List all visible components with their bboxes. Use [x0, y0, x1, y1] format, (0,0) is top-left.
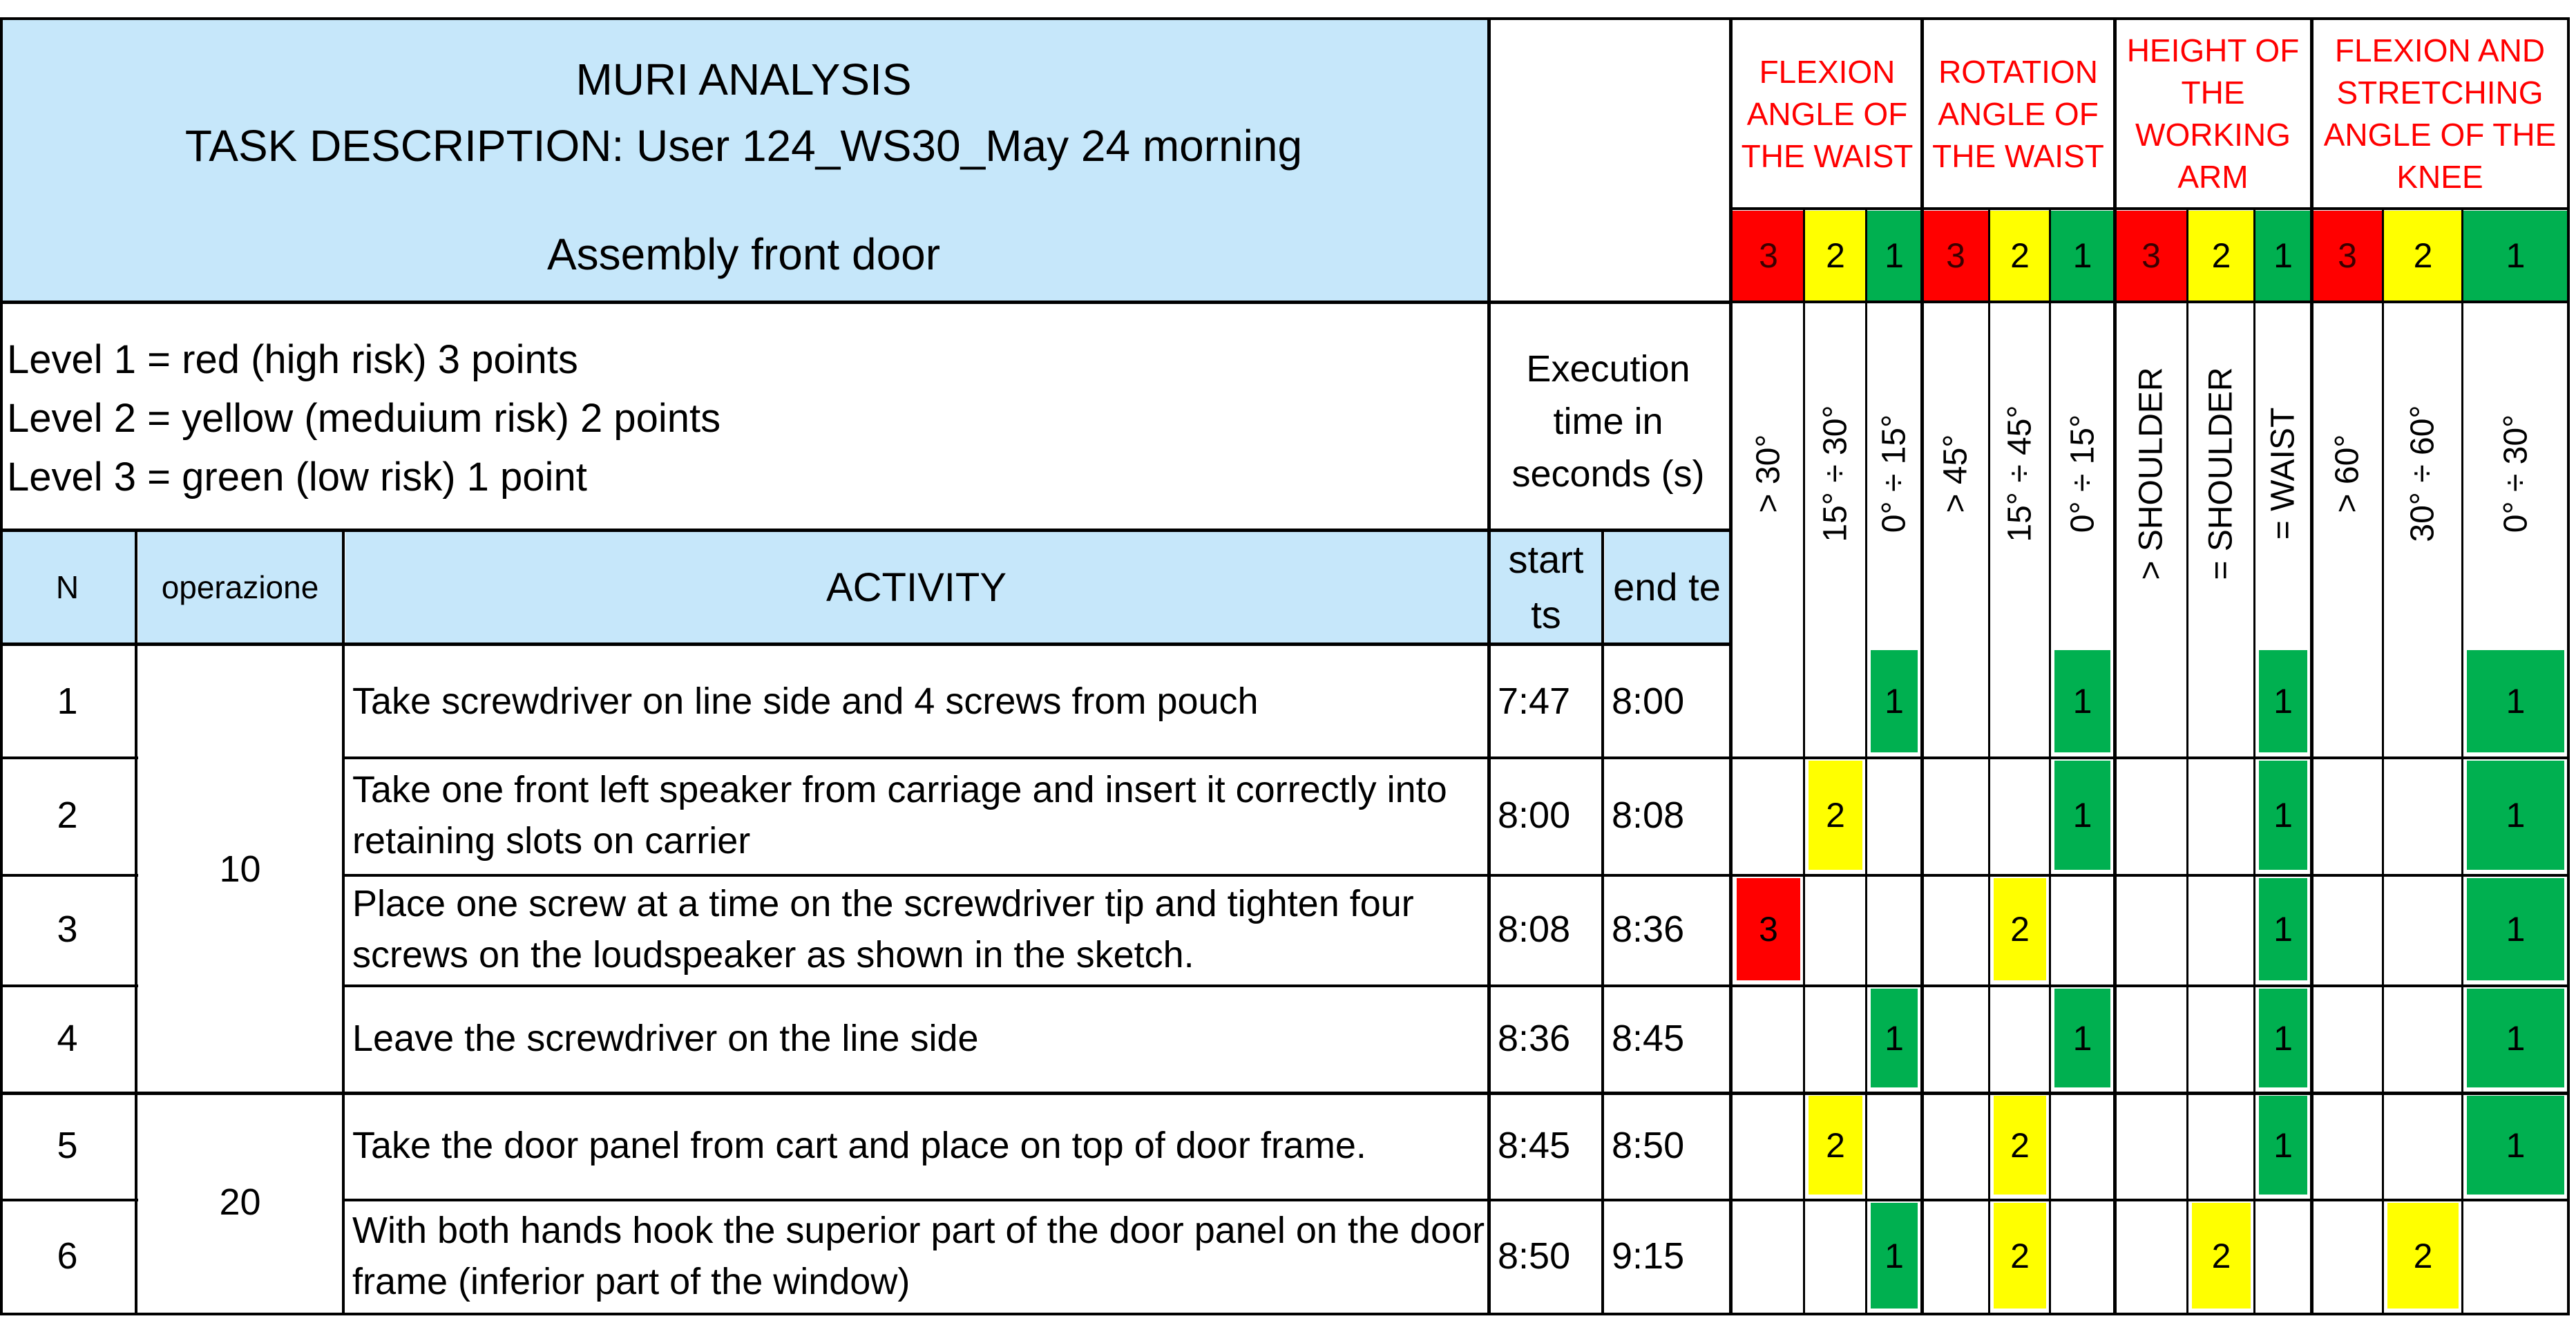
row-risk-score: 1	[2259, 878, 2307, 980]
risk-level-badge: 3	[2311, 211, 2383, 301]
row-number: 4	[57, 1017, 78, 1059]
row-risk-score: 1	[2259, 761, 2307, 870]
risk-level-label-text: > 30°	[1750, 434, 1787, 513]
row-activity: Take one front left speaker from carriage and insert it correctly into retaining slots on carrier	[352, 769, 1447, 862]
risk-level-label-text: 30° ÷ 60°	[2405, 404, 2441, 542]
row-risk-score: 1	[1871, 1203, 1918, 1309]
risk-level-label-text: > SHOULDER	[2133, 366, 2170, 580]
risk-level-badge: 3	[1733, 211, 1804, 301]
row-number: 5	[57, 1124, 78, 1166]
risk-level-label-text: 0° ÷ 15°	[1876, 414, 1913, 533]
row-number: 3	[57, 908, 78, 950]
risk-level-badge: 3	[2115, 211, 2188, 301]
risk-level-label-text: > 60°	[2329, 434, 2366, 513]
row-number: 1	[57, 681, 78, 722]
row-activity: With both hands hook the superior part of the door panel on the door frame (inferior part of the window)	[352, 1209, 1485, 1302]
row-risk-score: 1	[2467, 878, 2564, 980]
task-description: TASK DESCRIPTION: User 124_WS30_May 24 morning	[184, 120, 1303, 171]
column-n: N	[55, 569, 79, 605]
risk-group-title: HEIGHT OF THE WORKING ARM	[2126, 32, 2300, 195]
row-end-time: 8:08	[1612, 795, 1685, 836]
row-end-time: 8:50	[1612, 1124, 1685, 1166]
row-risk-score: 1	[2054, 989, 2110, 1087]
row-activity: Take screwdriver on line side and 4 screws from pouch	[352, 681, 1259, 722]
row-risk-score: 2	[1994, 1203, 2046, 1309]
column-activity: ACTIVITY	[826, 564, 1007, 610]
operation-cell: 20	[219, 1181, 261, 1223]
risk-group-title: ROTATION ANGLE OF THE WAIST	[1932, 53, 2104, 174]
risk-level-label-text: = WAIST	[2264, 407, 2302, 540]
row-end-time: 8:36	[1612, 908, 1685, 950]
row-number: 2	[57, 795, 78, 836]
row-number: 6	[57, 1235, 78, 1277]
row-risk-score: 1	[2467, 989, 2564, 1087]
row-start-time: 8:08	[1498, 908, 1571, 950]
row-end-time: 8:00	[1612, 681, 1685, 722]
risk-level-badge: 1	[2255, 211, 2311, 301]
row-end-time: 9:15	[1612, 1235, 1685, 1277]
row-risk-score: 1	[2054, 761, 2110, 870]
risk-level-label-text: 15° ÷ 45°	[2001, 404, 2039, 542]
risk-level-badge: 2	[2383, 211, 2463, 301]
risk-group-title: FLEXION ANGLE OF THE WAIST	[1741, 53, 1914, 174]
risk-level-label-text: 15° ÷ 30°	[1817, 404, 1854, 542]
row-risk-score: 1	[2259, 989, 2307, 1087]
risk-level-badge: 3	[1922, 211, 1990, 301]
row-risk-score: 1	[1871, 989, 1918, 1087]
row-risk-score: 2	[1809, 1096, 1862, 1195]
legend-level1: Level 1 = red (high risk) 3 points	[7, 337, 578, 382]
row-risk-score: 2	[2192, 1203, 2251, 1309]
risk-group-title: FLEXION AND STRETCHING ANGLE OF THE KNEE	[2323, 32, 2557, 195]
row-risk-score: 1	[2467, 761, 2564, 870]
risk-level-label-text: = SHOULDER	[2203, 366, 2240, 580]
task-subtitle: Assembly front door	[546, 229, 941, 279]
row-risk-score: 1	[2259, 1096, 2307, 1195]
row-activity: Leave the screwdriver on the line side	[352, 1017, 979, 1059]
row-risk-score: 2	[1809, 761, 1862, 870]
risk-level-badge: 1	[2050, 211, 2115, 301]
row-start-time: 7:47	[1498, 681, 1571, 722]
legend-level2: Level 2 = yellow (meduium risk) 2 points	[7, 396, 721, 441]
row-start-time: 8:50	[1498, 1235, 1571, 1277]
legend-level3: Level 3 = green (low risk) 1 point	[7, 455, 587, 500]
operation-cell: 10	[219, 848, 261, 890]
risk-level-badge: 1	[2463, 211, 2568, 301]
row-risk-score: 2	[1994, 1096, 2046, 1195]
row-start-time: 8:00	[1498, 795, 1571, 836]
column-end: end te	[1613, 565, 1721, 609]
row-end-time: 8:45	[1612, 1017, 1685, 1059]
column-operation: operazione	[161, 569, 319, 605]
row-start-time: 8:45	[1498, 1124, 1571, 1166]
row-activity: Place one screw at a time on the screwdriver tip and tighten four screws on the loudspeaker as shown in the sketch.	[352, 883, 1414, 976]
execution-time-label: Execution time in seconds (s)	[1511, 348, 1705, 495]
row-risk-score: 1	[1871, 650, 1918, 752]
risk-level-label-text: 0° ÷ 30°	[2497, 414, 2534, 533]
row-risk-score: 2	[1994, 878, 2046, 980]
column-start: start ts	[1508, 537, 1584, 636]
row-risk-score: 1	[2259, 650, 2307, 752]
risk-level-badge: 1	[1867, 211, 1922, 301]
analysis-title: MURI ANALYSIS	[575, 54, 912, 104]
risk-level-label-text: > 45°	[1937, 434, 1974, 513]
risk-level-badge: 2	[2188, 211, 2255, 301]
row-risk-score: 1	[2467, 1096, 2564, 1195]
row-activity: Take the door panel from cart and place on top of door frame.	[352, 1124, 1366, 1166]
risk-level-label-text: 0° ÷ 15°	[2064, 414, 2101, 533]
row-start-time: 8:36	[1498, 1017, 1571, 1059]
row-risk-score: 1	[2467, 650, 2564, 752]
row-risk-score: 2	[2387, 1203, 2459, 1309]
risk-level-badge: 2	[1804, 211, 1867, 301]
row-risk-score: 1	[2054, 650, 2110, 752]
risk-level-badge: 2	[1990, 211, 2050, 301]
row-risk-score: 3	[1737, 878, 1800, 980]
